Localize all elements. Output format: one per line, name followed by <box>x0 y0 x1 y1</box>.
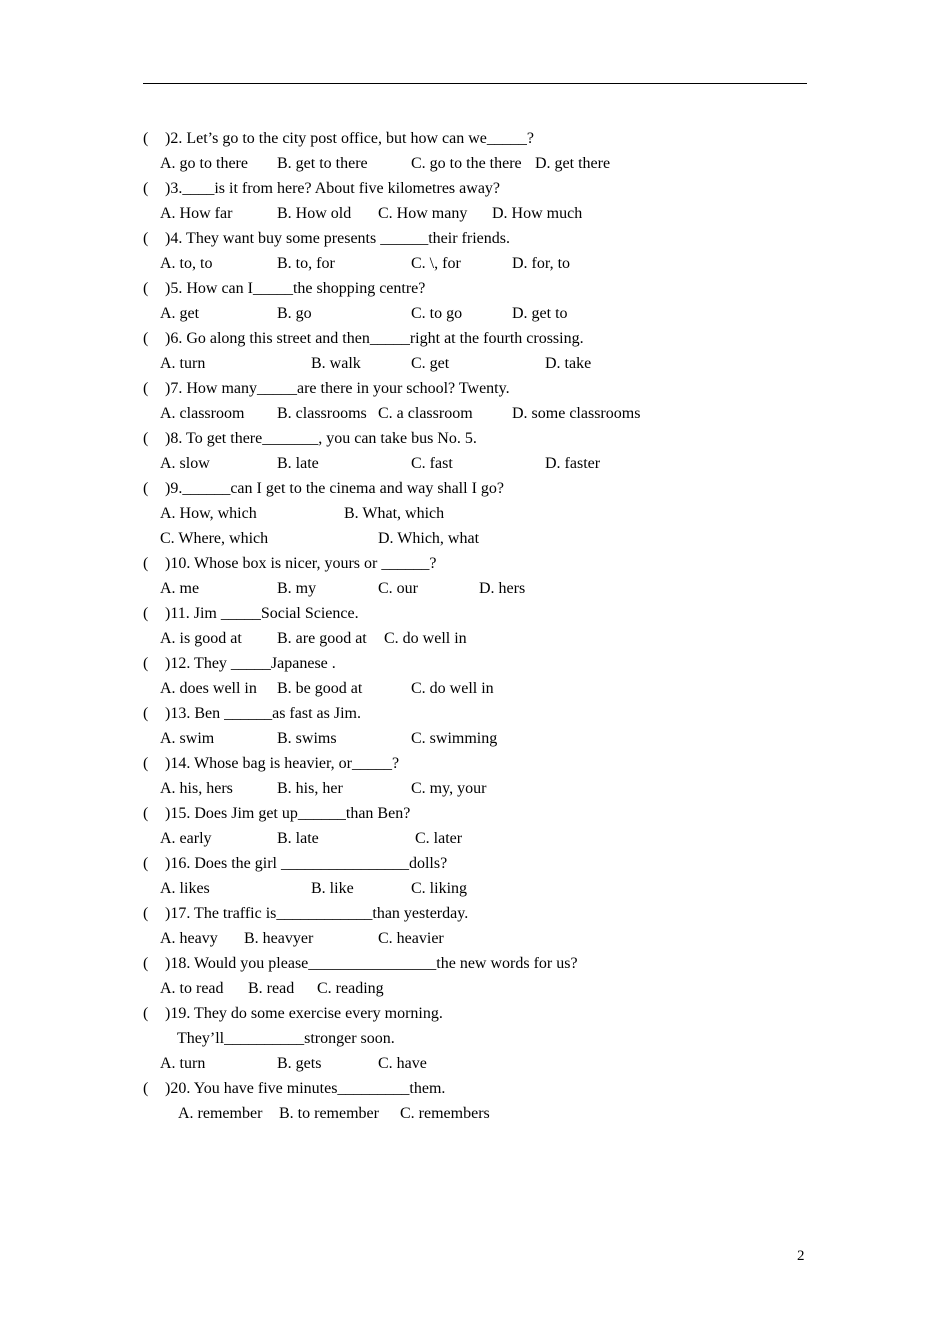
question-16 <box>143 854 803 879</box>
question-9 <box>143 479 803 504</box>
question-text: )12. They _____Japanese . <box>165 655 336 672</box>
options-row <box>143 1104 803 1129</box>
option-b: B. late <box>277 455 319 472</box>
option-b: B. my <box>277 580 317 597</box>
question-text: )15. Does Jim get up______than Ben? <box>165 805 411 822</box>
option-c: C. do well in <box>411 680 494 697</box>
options-row <box>143 154 803 179</box>
options-row <box>143 454 803 479</box>
question-2 <box>143 129 803 154</box>
option-c: C. swimming <box>411 730 498 747</box>
option-c: C. have <box>378 1055 427 1072</box>
options-row <box>143 629 803 654</box>
answer-paren: ( <box>143 430 149 447</box>
option-b: B. What, which <box>344 505 445 522</box>
options-row <box>143 529 803 554</box>
question-text: )9.______can I get to the cinema and way shall I go? <box>165 480 504 497</box>
question-text: )4. They want buy some presents ______their friends. <box>165 230 510 247</box>
option-b: B. late <box>277 830 319 847</box>
question-7 <box>143 379 803 404</box>
question-text: )14. Whose bag is heavier, or_____? <box>165 755 400 772</box>
option-c: C. later <box>415 830 463 847</box>
page-number: 2 <box>797 1248 805 1264</box>
option-b: B. walk <box>311 355 361 372</box>
options-row <box>143 504 803 529</box>
option-d: D. take <box>545 355 592 372</box>
options-row <box>143 354 803 379</box>
answer-paren: ( <box>143 1005 149 1022</box>
question-list <box>143 129 803 1129</box>
option-b: B. heavyer <box>244 930 314 947</box>
option-d: D. faster <box>545 455 601 472</box>
question-11 <box>143 604 803 629</box>
answer-paren: ( <box>143 480 149 497</box>
question-18 <box>143 954 803 979</box>
option-c: C. remembers <box>400 1105 490 1122</box>
option-b: B. like <box>311 880 354 897</box>
option-a: A. turn <box>160 1055 206 1072</box>
answer-paren: ( <box>143 905 149 922</box>
option-d: D. get to <box>512 305 568 322</box>
question-20 <box>143 1079 803 1104</box>
option-b: B. swims <box>277 730 337 747</box>
option-c: C. our <box>378 580 418 597</box>
question-3 <box>143 179 803 204</box>
question-text: )18. Would you please________________the new words for us? <box>165 955 578 972</box>
option-d: D. hers <box>479 580 526 597</box>
question-text: )11. Jim _____Social Science. <box>165 605 359 622</box>
option-c: C. fast <box>411 455 453 472</box>
options-row <box>143 679 803 704</box>
option-d: D. for, to <box>512 255 571 272</box>
option-c: C. Where, which <box>160 530 269 547</box>
question-text: )10. Whose box is nicer, yours or ______? <box>165 555 437 572</box>
option-a: A. How, which <box>160 505 257 522</box>
option-a: A. to, to <box>160 255 213 272</box>
question-6 <box>143 329 803 354</box>
option-a: A. swim <box>160 730 215 747</box>
answer-paren: ( <box>143 655 149 672</box>
question-text: )5. How can I_____the shopping centre? <box>165 280 426 297</box>
option-a: A. remember <box>178 1105 263 1122</box>
question-text: )17. The traffic is____________than yesterday. <box>165 905 469 922</box>
options-row <box>143 204 803 229</box>
option-b: B. are good at <box>277 630 367 647</box>
option-a: A. me <box>160 580 200 597</box>
answer-paren: ( <box>143 230 149 247</box>
option-c: C. my, your <box>411 780 487 797</box>
answer-paren: ( <box>143 555 149 572</box>
option-b: B. classrooms <box>277 405 367 422</box>
option-a: A. turn <box>160 355 206 372</box>
option-d: D. get there <box>535 155 611 172</box>
option-a: A. How far <box>160 205 233 222</box>
option-b: B. read <box>248 980 295 997</box>
answer-paren: ( <box>143 705 149 722</box>
option-a: A. his, hers <box>160 780 233 797</box>
options-row <box>143 829 803 854</box>
options-row <box>143 879 803 904</box>
answer-paren: ( <box>143 380 149 397</box>
question-text: )8. To get there_______, you can take bus No. 5. <box>165 430 477 447</box>
question-text: )7. How many_____are there in your school? Twenty. <box>165 380 510 397</box>
answer-paren: ( <box>143 1080 149 1097</box>
option-c: C. \, for <box>411 255 461 272</box>
question-text: )3.____is it from here? About five kilometres away? <box>165 180 501 197</box>
option-c: C. liking <box>411 880 468 897</box>
answer-paren: ( <box>143 180 149 197</box>
question-8 <box>143 429 803 454</box>
options-row <box>143 404 803 429</box>
option-c: C. to go <box>411 305 463 322</box>
options-row <box>143 979 803 1004</box>
option-b: B. get to there <box>277 155 368 172</box>
question-14 <box>143 754 803 779</box>
option-b: B. How old <box>277 205 352 222</box>
question-15 <box>143 804 803 829</box>
question-4 <box>143 229 803 254</box>
answer-paren: ( <box>143 330 149 347</box>
option-b: B. be good at <box>277 680 363 697</box>
option-a: A. get <box>160 305 200 322</box>
question-10 <box>143 554 803 579</box>
answer-paren: ( <box>143 280 149 297</box>
question-13 <box>143 704 803 729</box>
question-text: )13. Ben ______as fast as Jim. <box>165 705 361 722</box>
answer-paren: ( <box>143 805 149 822</box>
option-a: A. slow <box>160 455 210 472</box>
question-19 <box>143 1004 803 1029</box>
option-c: C. go to the there <box>411 155 522 172</box>
option-a: A. is good at <box>160 630 242 647</box>
options-row <box>143 779 803 804</box>
question-text-continuation: They’ll__________stronger soon. <box>177 1030 395 1047</box>
option-a: A. heavy <box>160 930 218 947</box>
question-text: )2. Let’s go to the city post office, but how can we_____? <box>165 130 534 147</box>
option-d: D. some classrooms <box>512 405 641 422</box>
option-b: B. his, her <box>277 780 343 797</box>
option-c: C. do well in <box>384 630 467 647</box>
options-row <box>143 304 803 329</box>
option-a: A. classroom <box>160 405 245 422</box>
question-text: )6. Go along this street and then_____right at the fourth crossing. <box>165 330 584 347</box>
options-row <box>143 579 803 604</box>
options-row <box>143 1054 803 1079</box>
option-b: B. go <box>277 305 312 322</box>
option-a: A. does well in <box>160 680 257 697</box>
option-d: D. How much <box>492 205 583 222</box>
question-17 <box>143 904 803 929</box>
options-row <box>143 729 803 754</box>
question-continuation <box>143 1029 803 1054</box>
options-row <box>143 929 803 954</box>
header-rule <box>143 83 807 84</box>
option-c: C. How many <box>378 205 468 222</box>
question-12 <box>143 654 803 679</box>
option-b: B. to, for <box>277 255 335 272</box>
option-c: C. reading <box>317 980 384 997</box>
answer-paren: ( <box>143 855 149 872</box>
answer-paren: ( <box>143 605 149 622</box>
answer-paren: ( <box>143 955 149 972</box>
option-c: C. a classroom <box>378 405 473 422</box>
option-d: D. Which, what <box>378 530 480 547</box>
question-text: )19. They do some exercise every morning. <box>165 1005 443 1022</box>
option-a: A. likes <box>160 880 210 897</box>
option-b: B. gets <box>277 1055 322 1072</box>
option-c: C. heavier <box>378 930 444 947</box>
option-b: B. to remember <box>279 1105 379 1122</box>
question-5 <box>143 279 803 304</box>
options-row <box>143 254 803 279</box>
answer-paren: ( <box>143 130 149 147</box>
option-a: A. go to there <box>160 155 248 172</box>
question-text: )16. Does the girl ________________dolls? <box>165 855 448 872</box>
answer-paren: ( <box>143 755 149 772</box>
option-a: A. early <box>160 830 212 847</box>
option-a: A. to read <box>160 980 224 997</box>
question-text: )20. You have five minutes_________them. <box>165 1080 446 1097</box>
option-c: C. get <box>411 355 450 372</box>
